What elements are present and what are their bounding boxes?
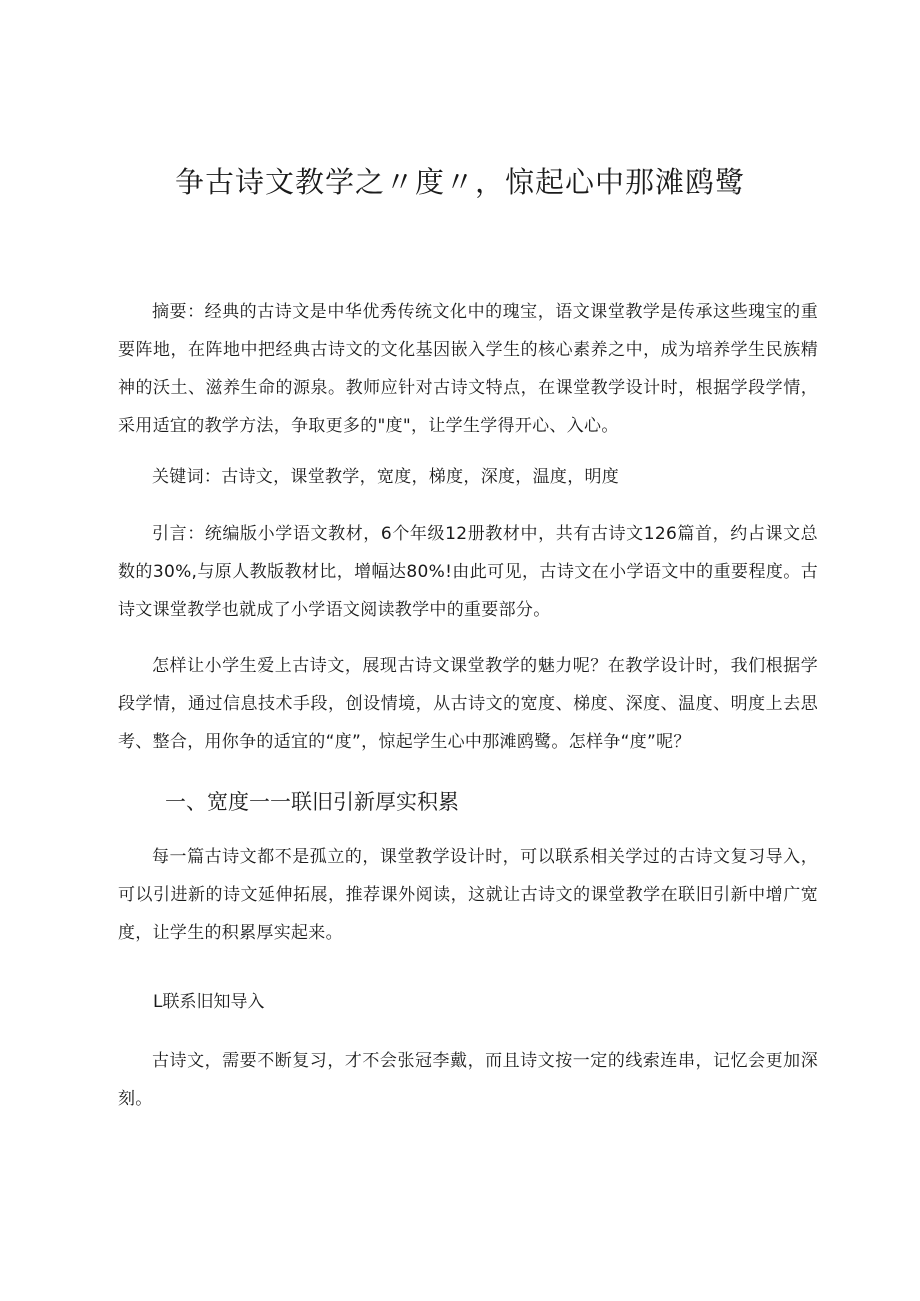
subsection-heading: L联系旧知导入 [153, 992, 265, 1012]
document-title: 争古诗文教学之〃度〃，惊起心中那滩鸥鹭 [174, 165, 745, 199]
question-paragraph: 怎样让小学生爱上古诗文，展现古诗文课堂教学的魅力呢？在教学设计时，我们根据学段学情，通过信息技术手段，创设情境，从古诗文的宽度、梯度、深度、温度、明度上去思考、整合，用你争的适宜的“度”，惊起学生心中那滩鸥鹭。怎样争“度”呢？ [118, 656, 818, 752]
section-body-paragraph: 每一篇古诗文都不是孤立的，课堂教学设计时，可以联系相关学过的古诗文复习导入，可以引进新的诗文延伸拓展，推荐课外阅读，这就让古诗文的课堂教学在联旧引新中增广宽度，让学生的积累厚实起来。 [118, 847, 818, 943]
section-heading: 一、宽度一一联旧引新厚实积累 [165, 790, 459, 814]
intro-paragraph: 引言：统编版小学语文教材，6个年级12册教材中，共有古诗文126篇首，约占课文总数的30%,与原人教版教材比，增幅达80%!由此可见，古诗文在小学语文中的重要程度。古诗文课堂教学也就成了小学语文阅读教学中的重要部分。 [118, 524, 818, 620]
subsection-body-paragraph: 古诗文，需要不断复习，才不会张冠李戴，而且诗文按一定的线索连串，记忆会更加深刻。 [118, 1051, 818, 1109]
abstract-paragraph: 摘要：经典的古诗文是中华优秀传统文化中的瑰宝，语文课堂教学是传承这些瑰宝的重要阵地，在阵地中把经典古诗文的文化基因嵌入学生的核心素养之中，成为培养学生民族精神的沃土、滋养生命的源泉。教师应针对古诗文特点，在课堂教学设计时，根据学段学情，采用适宜的教学方法，争取更多的"度"，让学生学得开心、入心。 [118, 302, 818, 436]
keywords-paragraph: 关键词：古诗文，课堂教学，宽度，梯度，深度，温度，明度 [152, 467, 620, 487]
